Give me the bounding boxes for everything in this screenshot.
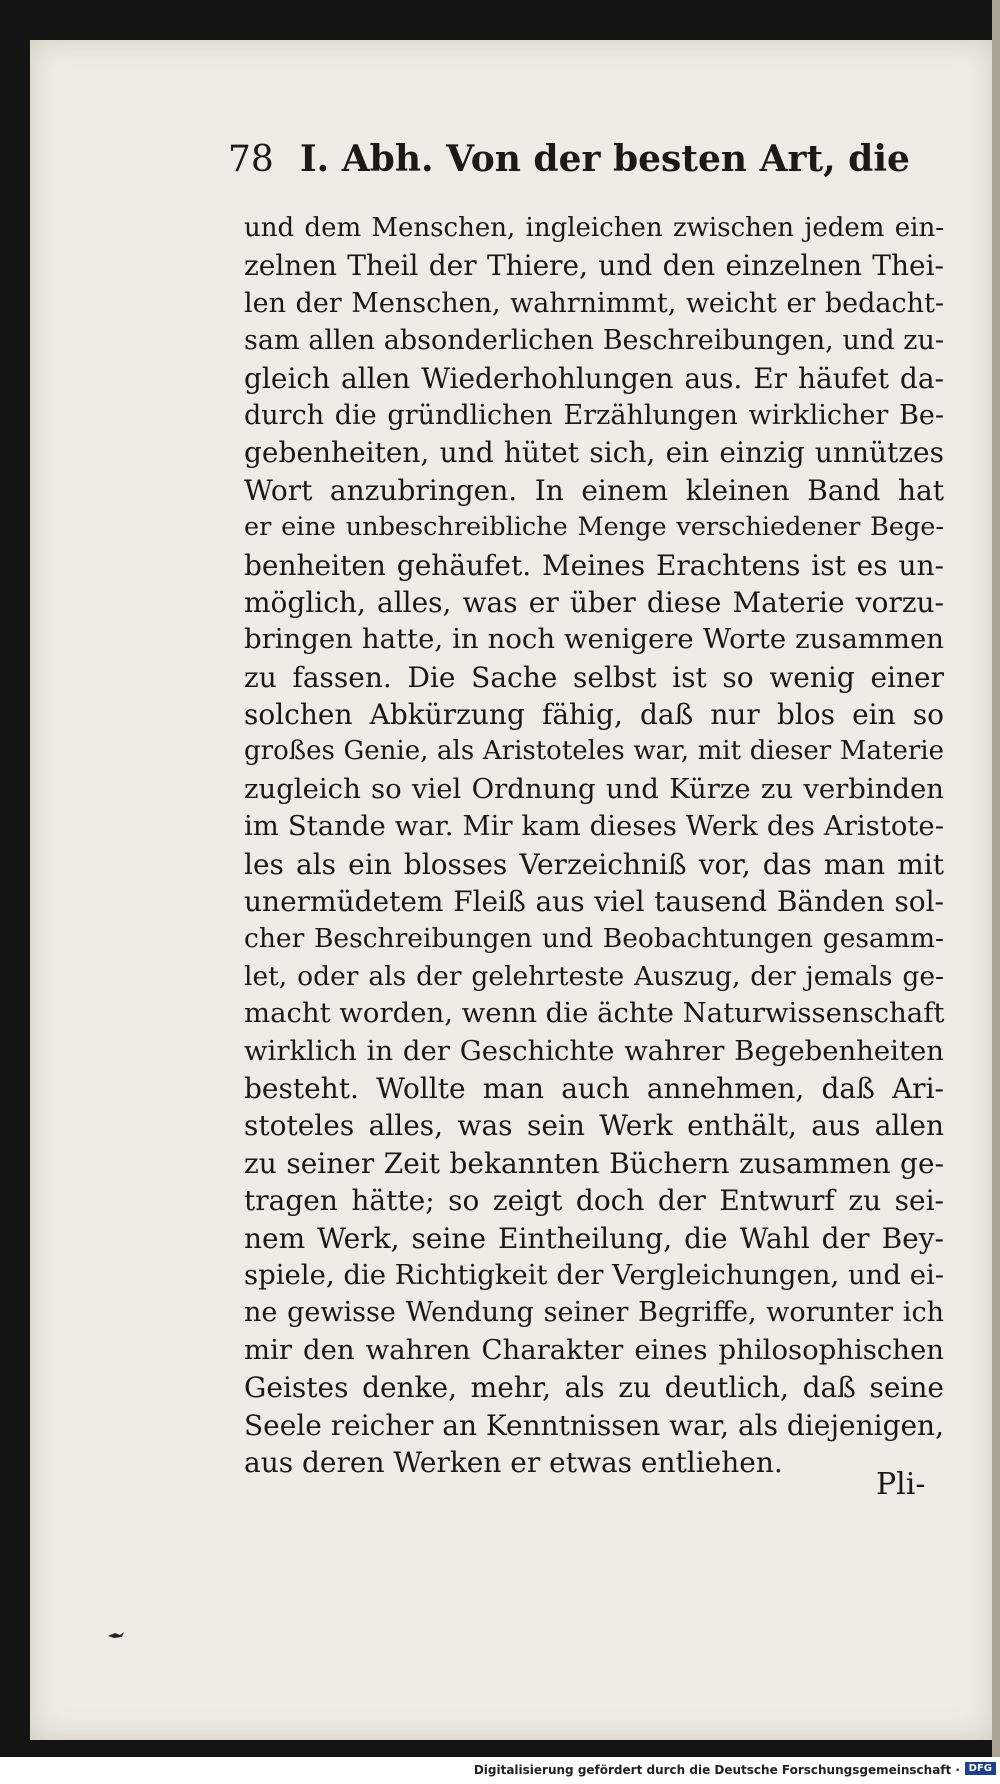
text-line: gebenheiten, und hütet sich, ein einzig unnützes (244, 436, 944, 470)
body-text (244, 210, 944, 1481)
text-line: aus deren Werken er etwas entliehen. (244, 1445, 783, 1479)
text-line: großes Genie, als Aristoteles war, mit dieser Materie (244, 736, 944, 767)
text-line: ne gewisse Wendung seiner Begriffe, worunter ich (244, 1297, 944, 1329)
text-line: Geistes denke, mehr, als zu deutlich, daß seine (244, 1371, 944, 1405)
ink-speck-mark (106, 1628, 126, 1640)
text-line: und dem Menschen, ingleichen zwischen jedem ein- (244, 213, 944, 243)
text-line: les als ein blosses Verzeichniß vor, das man mit (244, 847, 944, 881)
text-line: spiele, die Richtigkeit der Vergleichungen, und ei- (244, 1258, 945, 1291)
digitization-credit: Digitalisierung gefördert durch die Deutsche Forschungsgemeinschaft · (473, 1763, 960, 1777)
text-line: solchen Abkürzung fähig, daß nur blos ein so (244, 698, 944, 732)
text-line: stoteles alles, was sein Werk enthält, aus allen (244, 1109, 944, 1143)
text-line: sam allen absonderlichen Beschreibungen, und zu- (244, 325, 944, 357)
text-line: im Stande war. Mir kam dieses Werk des Aristote- (244, 810, 944, 843)
text-line: zu fassen. Die Sache selbst ist so wenig einer (244, 660, 944, 694)
text-line: zu seiner Zeit bekannten Büchern zusammen ge- (244, 1146, 944, 1180)
running-head (228, 138, 910, 198)
text-line: benheiten gehäufet. Meines Erachtens ist es un- (244, 548, 944, 582)
text-line: wirklich in der Geschichte wahrer Begebenheiten (244, 1034, 944, 1067)
text-line: durch die gründlichen Erzählungen wirklicher Be- (244, 399, 944, 431)
catchword: Pli- (876, 1467, 926, 1502)
page-edge (992, 0, 1000, 1757)
text-line: cher Beschreibungen und Beobachtungen gesamm- (244, 923, 944, 955)
text-line: gleich allen Wiederhohlungen aus. Er häufet da- (244, 361, 944, 395)
text-line: zelnen Theil der Thiere, und den einzelnen Thei- (244, 249, 944, 283)
text-line: er eine unbeschreibliche Menge verschiedener Bege- (244, 512, 944, 543)
page-number: 78 (228, 139, 274, 180)
text-line: Seele reicher an Kenntnissen war, als diejenigen, (244, 1408, 944, 1442)
text-line: möglich, alles, was er über diese Materie vorzu- (244, 585, 944, 619)
text-line: len der Menschen, wahrnimmt, weicht er bedacht- (244, 287, 944, 319)
text-line: besteht. Wollte man auch annehmen, daß Ari- (244, 1071, 944, 1105)
text-line: unermüdetem Fleiß aus viel tausend Bänden sol- (244, 885, 944, 919)
dfg-logo: DFG (965, 1762, 996, 1775)
text-line: nem Werk, seine Eintheilung, die Wahl der Bey- (244, 1221, 944, 1255)
text-line: mir den wahren Charakter eines philosophischen (244, 1333, 944, 1366)
text-line: let, oder als der gelehrteste Auszug, der jemals ge- (244, 960, 944, 992)
text-line: bringen hatte, in noch wenigere Worte zusammen (244, 623, 944, 656)
text-line: tragen hätte; so zeigt doch der Entwurf zu sei- (244, 1184, 944, 1218)
running-head-title: I. Abh. Von der besten Art, die (299, 138, 910, 180)
text-line: macht worden, wenn die ächte Naturwissenschaft (244, 997, 945, 1030)
text-line: Wort anzubringen. In einem kleinen Band hat (244, 473, 944, 507)
footer-bar (0, 1757, 1000, 1784)
text-line: zugleich so viel Ordnung und Kürze zu verbinden (244, 772, 944, 805)
